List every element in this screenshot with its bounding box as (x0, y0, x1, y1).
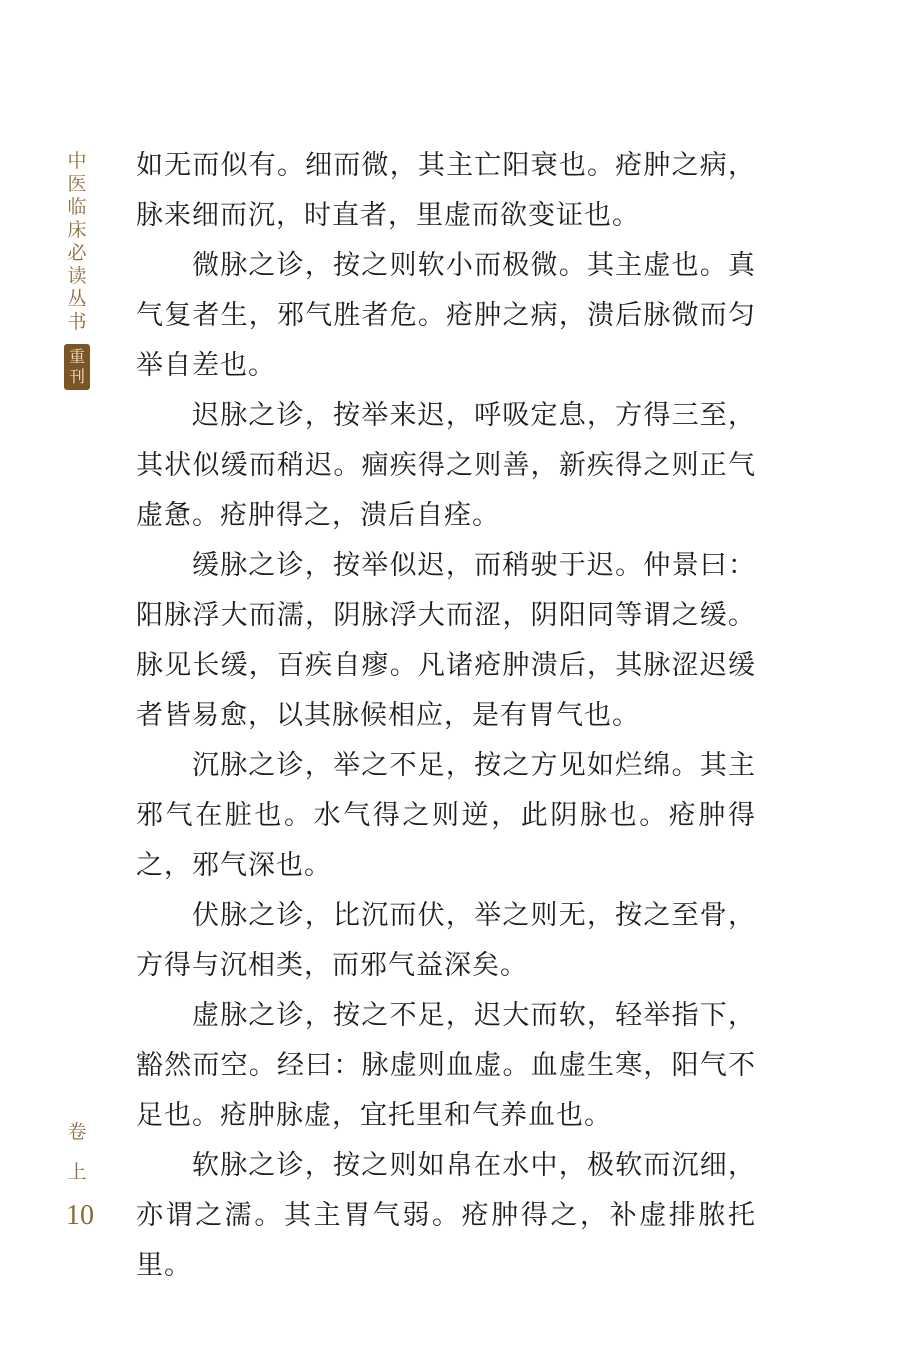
reprint-seal (64, 344, 90, 390)
seal-char: 重 (68, 347, 85, 366)
series-title-char: 书 (67, 311, 87, 333)
series-title-char: 医 (67, 173, 87, 195)
paragraph: 微脉之诊，按之则软小而极微。其主虚也。真气复者生，邪气胜者危。疮肿之病，溃后脉微而匀举自差也。 (136, 250, 756, 381)
paragraph: 软脉之诊，按之则如帛在水中，极软而沉细，亦谓之濡。其主胃气弱。疮肿得之，补虚排脓托里。 (136, 1150, 756, 1281)
body-text (136, 141, 756, 1291)
paragraph: 伏脉之诊，比沉而伏，举之则无，按之至骨，方得与沉相类，而邪气益深矣。 (136, 900, 756, 981)
volume-marker (62, 1112, 92, 1192)
series-title-char: 必 (67, 242, 87, 264)
seal-char: 刊 (68, 367, 85, 386)
series-title-char: 临 (67, 196, 87, 218)
paragraph: 虚脉之诊，按之不足，迟大而软，轻举指下，豁然而空。经曰：脉虚则血虚。血虚生寒，阳气不足也。疮肿脉虚，宜托里和气养血也。 (136, 1000, 756, 1131)
series-title-char: 丛 (67, 288, 87, 310)
volume-char: 卷 (67, 1121, 87, 1143)
volume-char: 上 (67, 1161, 87, 1183)
series-title-char: 床 (67, 219, 87, 241)
paragraph: 缓脉之诊，按举似迟，而稍驶于迟。仲景曰：阳脉浮大而濡，阴脉浮大而涩，阴阳同等谓之缓。脉见长缓，百疾自瘳。凡诸疮肿溃后，其脉涩迟缓者皆易愈，以其脉候相应，是有胃气也。 (136, 550, 756, 731)
series-title-char: 读 (67, 265, 87, 287)
series-title-char: 中 (67, 150, 87, 172)
page-number: 10 (66, 1200, 94, 1231)
paragraph: 沉脉之诊，举之不足，按之方见如烂绵。其主邪气在脏也。水气得之则逆，此阴脉也。疮肿得之，邪气深也。 (136, 750, 756, 881)
series-title-vertical (62, 150, 92, 390)
paragraph: 迟脉之诊，按举来迟，呼吸定息，方得三至，其状似缓而稍迟。痼疾得之则善，新疾得之则正气虚惫。疮肿得之，溃后自痊。 (136, 400, 756, 531)
paragraph: 如无而似有。细而微，其主亡阳衰也。疮肿之病，脉来细而沉，时直者，里虚而欲变证也。 (136, 150, 756, 231)
